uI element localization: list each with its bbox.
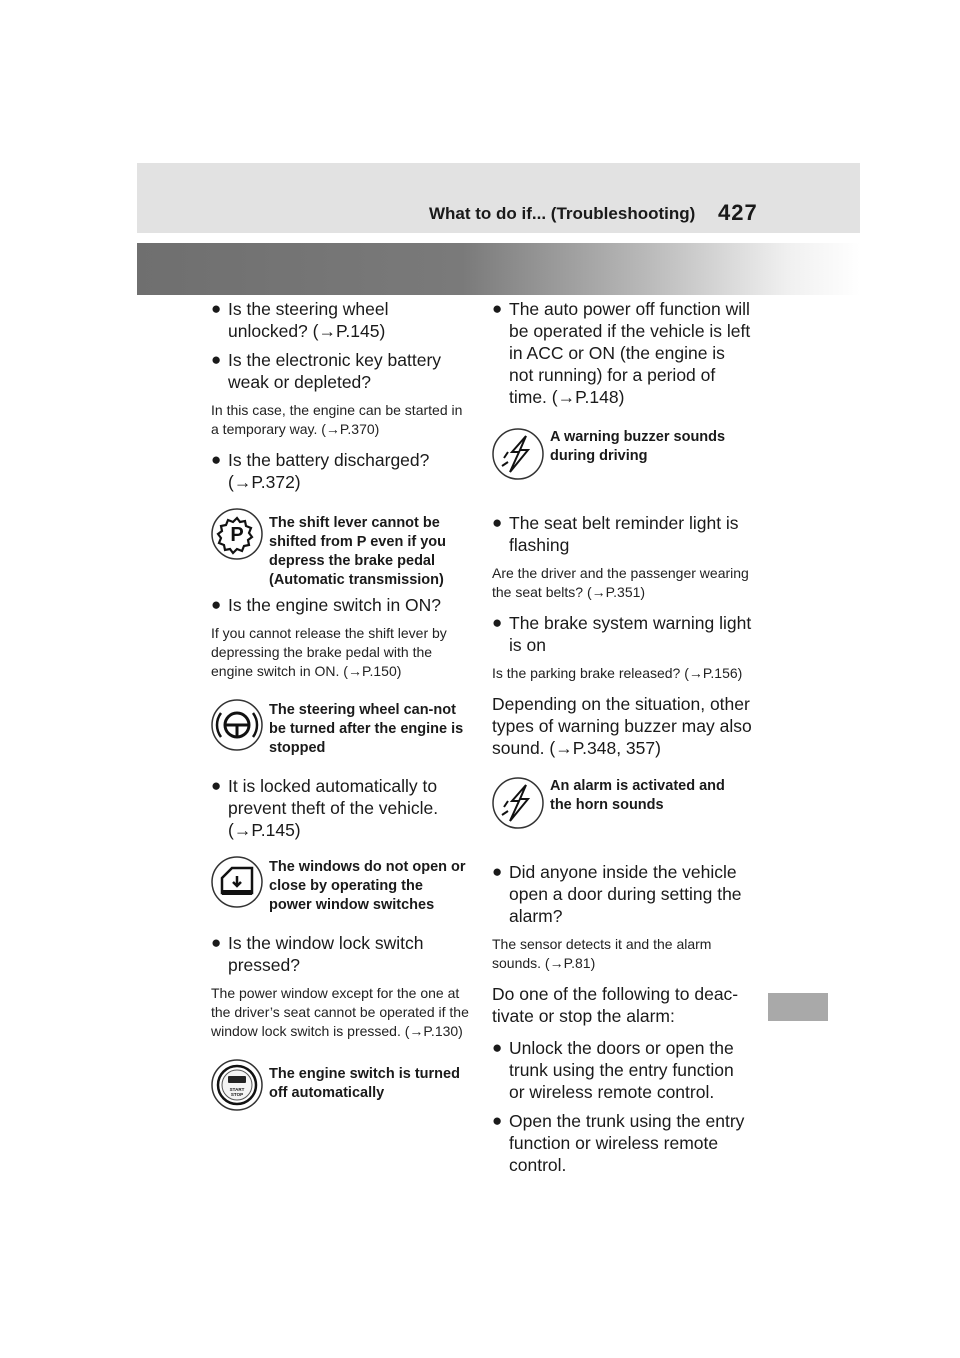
list-item: ● Open the trunk using the entry function or wireless remote control. bbox=[492, 1111, 745, 1175]
paragraph: Depending on the situation, other types of warning buzzer may also sound. (→P.348, 357) bbox=[492, 694, 752, 758]
list-item: ● It is locked automatically to prevent theft of the vehicle. (→P.145) bbox=[211, 776, 439, 840]
heading-warning-buzzer: A warning buzzer sounds during driving bbox=[492, 420, 754, 506]
heading-power-window: The windows do not open or close by operating the power window switches bbox=[211, 848, 471, 926]
list-item: ● The auto power off function will be operated if the vehicle is left in ACC or ON (the engine is not running) for a period of time. (→P.148) bbox=[492, 299, 751, 407]
note-text: In this case, the engine can be started in a temporary way. (→P.370) bbox=[211, 402, 463, 437]
note-text: Are the driver and the passenger wearing the seat belts? (→P.351) bbox=[492, 565, 749, 600]
svg-text:P: P bbox=[230, 524, 244, 546]
chapter-tab bbox=[768, 993, 828, 1021]
heading-steering-wheel: The steering wheel can-not be turned after the engine is stopped bbox=[211, 691, 471, 769]
left-column bbox=[211, 298, 471, 1137]
heading-alarm: An alarm is activated and the horn sounds bbox=[492, 769, 754, 855]
list-item: ● Is the steering wheel unlocked? (→P.145) bbox=[211, 299, 389, 341]
list-item: ● Unlock the doors or open the trunk using the entry function or wireless remote control. bbox=[492, 1038, 734, 1102]
engine-switch-icon bbox=[211, 1059, 263, 1111]
heading-engine-switch: START STOP The engine switch is turned off automatically bbox=[211, 1051, 471, 1131]
list-item: ● Is the battery discharged? (→P.372) bbox=[211, 450, 430, 492]
note-text: The power window except for the one at the driver’s seat cannot be operated if the window lock switch is pressed. (→P.130) bbox=[211, 985, 469, 1039]
heading-shift-lever: P The shift lever cannot be shifted from P even if you depress the brake pedal (Automatic transmission) bbox=[211, 500, 471, 588]
section-banner bbox=[137, 243, 860, 295]
steering-lock-icon bbox=[211, 699, 263, 751]
page-number: 427 bbox=[718, 200, 758, 225]
paragraph: Do one of the following to deac-tivate or stop the alarm: bbox=[492, 984, 739, 1026]
list-item: ● Is the window lock switch pressed? bbox=[211, 933, 424, 975]
list-item: ● Is the electronic key battery weak or depleted? bbox=[211, 350, 442, 392]
list-item: ● The seat belt reminder light is flashing bbox=[492, 513, 739, 555]
list-item: ● Is the engine switch in ON? bbox=[211, 595, 442, 615]
alarm-icon bbox=[492, 777, 544, 829]
list-item: ● Did anyone inside the vehicle open a door during setting the alarm? bbox=[492, 862, 742, 926]
note-text: Is the parking brake released? (→P.156) bbox=[492, 665, 743, 681]
power-window-icon bbox=[211, 856, 263, 908]
right-column bbox=[492, 298, 754, 1183]
warning-buzzer-icon bbox=[492, 428, 544, 480]
svg-text:STOP: STOP bbox=[230, 1092, 244, 1097]
list-item: ● The brake system warning light is on bbox=[492, 613, 752, 655]
page-header-title: What to do if... (Troubleshooting) bbox=[429, 204, 696, 223]
shift-lever-p-icon bbox=[211, 508, 263, 560]
note-text: If you cannot release the shift lever by depressing the brake pedal with the engine switch in ON. (→P.150) bbox=[211, 625, 447, 679]
svg-text:START: START bbox=[229, 1087, 245, 1092]
note-text: The sensor detects it and the alarm sounds. (→P.81) bbox=[492, 936, 712, 971]
